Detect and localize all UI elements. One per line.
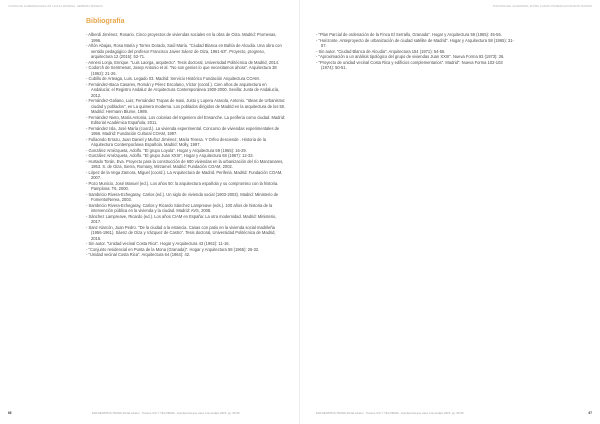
bibliography-entry: - Alberdi Jiménez, Rosario. Cinco proyectos de viviendas sociales en la obra de Oiza. Madrid: Promesas, 1996. [86, 32, 277, 43]
page-gutter [299, 0, 300, 424]
bibliography-entry: - Annesi Lonja, Enrique. "Luis Laorga, arquitecto". Tesis doctoral, Universidad Politécnica de Madrid, 2014. [86, 59, 280, 65]
section-title: Bibliografía [86, 18, 125, 25]
bibliography-entry: - López de la Vega Zamora, Miguel (coord.). La Arquitectura de Madrid. Periferia. Madrid: Fundación COAM, 2007. [86, 169, 283, 180]
bibliography-entry: - Fernández Nieto, María Antonia. Los colonias del Ingeniero del Ensanche. La periferia como ciudad. Madrid: Editorial Académica Española, 2011. [86, 114, 286, 125]
bibliography-entry: - Fullaondo Errazu, Juan Daniel y Muñoz Jiménez, María Teresa. Y Orfeo desciende . Historia de la Arquitectura Contemporánea Española. Madrid: Molly, 1997. [86, 136, 266, 147]
footer-credit-right: ENCUENTROS TRANS-Portal urbano - Tutores CIU Y TE FORMA - Arquitectura que nace a la ciudad, 2021. pp. 65-66 [316, 411, 464, 415]
running-head-right: PORTADA DEL ALMENDRAL ENTRE CIUDAD PRIMERA EXTENSIÓN MADRID [492, 5, 592, 8]
bibliography-entry: - Sambricio Rivera-Echegaray, Carlos (ed.). Un siglo de vivienda social (1903-2003). Madrid: Ministerio de Fomento/Nerea, 2003. [86, 191, 279, 202]
footer-credit-left: ENCUENTROS TRANS-Portal urbano - Tutores CIU Y TE FORMA - Arquitectura que nace a la ciudad, 2021. pp. 65-66 [92, 411, 240, 415]
bibliography-entry: - Sin autor. "Ciudad Blanca de Alcudia". Arquitectura 154 (1971): 54-55. [316, 48, 446, 54]
bibliography-entry: - Fernández-Baca Casares, Román y Pérez Escolano, Víctor (coord.). Cien años de arquitectura en Andalucía: el Registro Andaluz de Arquitectura Contemporánea 1900-2000. Sevilla: Junta de Andalucía, 2012. [86, 81, 280, 98]
bibliography-entry: - Pozo Municio, José Manuel (ed.). Los años 50: la arquitectura española y su compromiso con la historia. Pamplona: T6, 2000. [86, 180, 279, 191]
bibliography-entry: - González Amézqueta, Adolfo. "El grupo Loyola". Hogar y Arquitectura 59 (1965): 16-29. [86, 147, 247, 153]
bibliography-entry: - Hurtado Torán, Eva. Proyecto para la construcción de 600 viviendas en la urbanización del río Manzanares, 1953. S. de Oiza, Sierra, Romany, Mirzamel. Madrid: Fundación COAM, 2002. [86, 158, 284, 169]
bibliography-entry: - "Plan Parcial de ordenación de la Finca El Serrallo, Granada". Hogar y Arquitectura 59 (1965): 45-56. [316, 32, 502, 37]
bibliography-entry: - "Conjunto residencial en Punta de la Mona (Granada)". Hogar y Arquitectura 58 (1965): 26-32. [86, 246, 260, 252]
bibliography-entry: - Sanz Alarcón, Juan Pedro. "De la ciudad a la estancia. Casas con patio en la vivienda social madrileña (1956-1961). Sáenz de Oiza y Vázquez de Castro". Tesis doctoral, Universidad Politécnica de Madrid, 2015. [86, 224, 276, 241]
bibliography-entry: - "Aproximación a un análisis tipológico del grupo de viviendas Juan XXIII". Nueva Forma 93 (1973): 36. [316, 54, 505, 59]
bibliography-entry: - Cubillo de Arteaga, Luis. Legado 03. Madrid: Servicio Histórico Fundación Arquitectura COAM. [86, 76, 260, 81]
bibliography-entry: - Sánchez Lampreave, Ricardo (ed.). Los años CIAM en España: La otra modernidad. Madrid: Ministerio, 2017. [86, 213, 277, 224]
bibliography-entry: - González Amézqueta, Adolfo. "El grupo Juan XXIII", Hogar y Arquitectura 68 (1967): 12-33. [86, 153, 254, 158]
bibliography-entry: - Codorch de Sentmenat, Josep Antonio et al. "No son genios lo que necesitamos ahora". Arquitectura 38 (1962): 21-26. [86, 65, 277, 76]
bibliography-entry: - "Unidad vecinal Costa Rica". Arquitectura 64 (1964): 42. [86, 252, 191, 257]
bibliography-entry: - Fernández Isla, José María (coord.). La vivienda experimental. Concurso de viviendas experimentales de 1956. Madrid: Fundación Cultural COAM, 1997. [86, 125, 280, 136]
page-number-right: 67 [588, 411, 592, 415]
page-number-left: 66 [8, 411, 12, 415]
bibliography-column-left [86, 32, 286, 258]
running-head-left: CIUDAD DE ALMENDRALES/LUIS LAGUIA MORENO, HERRERA MONEOU [8, 5, 104, 8]
bibliography-entry: - Fernández-Galiano, Luis; Fernández Tropas de Isasi, Justo y Lopera Arasola, Antonio. "Ideas de Urbanismo: ciudad y poblados", en La quimera moderna. Los poblados dirigidos de Madrid en la arquitectura de los 50. Madrid: Hermann Blume, 1989. [86, 98, 286, 114]
bibliography-entry: - "Horizonte. Anteproyecto de urbanización de ciudad satélite de Madrid". Hogar y Arquitectura 58 (1965): 31-57. [316, 37, 514, 48]
bibliography-entry: - Añón Abajas, Rosa María y Torres Dorado, Saúl María. "Ciudad Blanca en Bahía de Alcudia. Una obra con sentido pedagógico del profesor Francisco Javier Sáenz de Oiza, 1961-63". Proyecto, progreso, arquitectura 12 (2015): 52-71. [86, 43, 282, 59]
bibliography-column-right [316, 32, 516, 71]
bibliography-entry: - Sambricio Rivera-Echegaray, Carlos y Ricardo Sánchez Lampreave (eds.). 100 años de historia de la intervención pública en la vivienda y la ciudad. Madrid: AVS, 2008. [86, 202, 273, 213]
bibliography-entry: - Sin autor. "Unidad vecinal Costa Rica". Hogar y Arquitectura 43 (1962): 11-16. [86, 241, 230, 246]
bibliography-entry: - "Proyecto de unidad vecinal Costa Rica y edificios complementarios". Madrid". Nueva Forma 102-103 (1974): 50-51. [316, 59, 503, 70]
